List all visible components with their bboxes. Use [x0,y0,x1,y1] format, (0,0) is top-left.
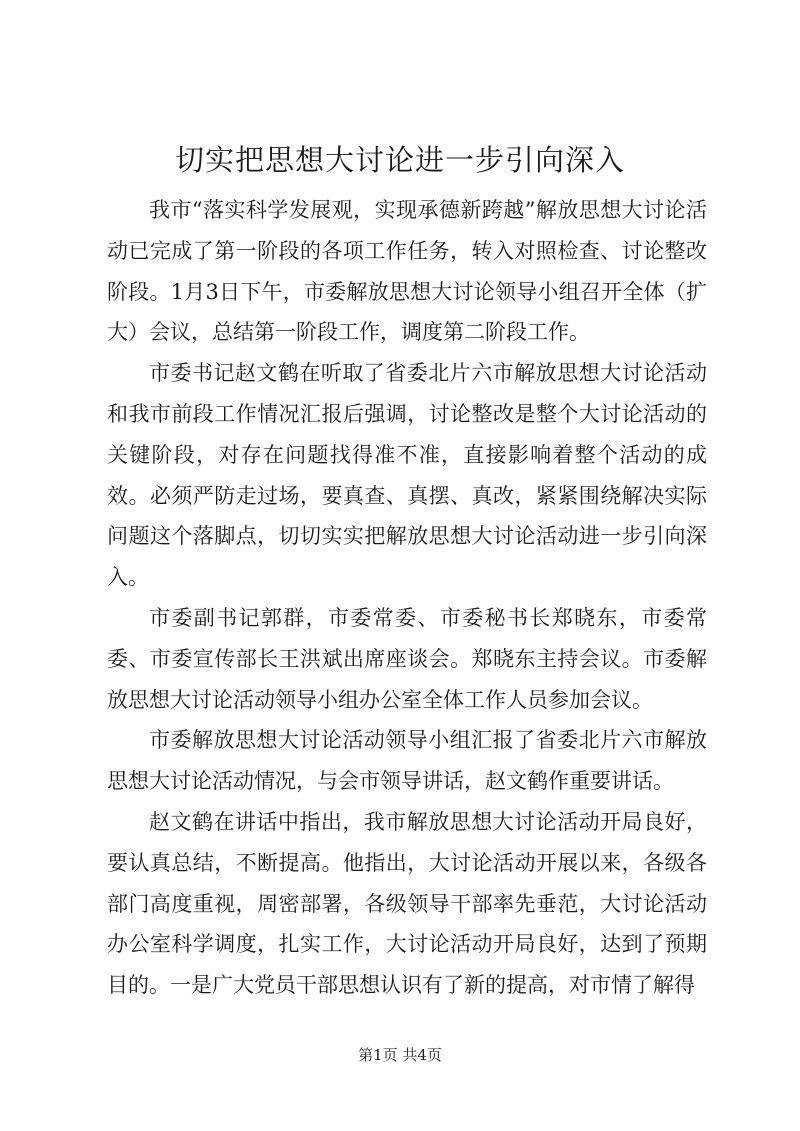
paragraph: 市委副书记郭群，市委常委、市委秘书长郑晓东，市委常委、市委宣传部长王洪斌出席座谈会。郑晓东主持会议。市委解放思想大讨论活动领导小组办公室全体工作人员参加会议。 [107,605,707,712]
document-body [107,190,707,1006]
paragraph: 赵文鹤在讲话中指出，我市解放思想大讨论活动开局良好，要认真总结，不断提高。他指出，大讨论活动开展以来，各级各部门高度重视，周密部署，各级领导干部率先垂范，大讨论活动办公室科学调度，扎实工作，大讨论活动开局良好，达到了预期目的。一是广大党员干部思想认识有了新的提高，对市情了解得 [107,809,707,998]
page-footer [0,1045,800,1065]
paragraph: 市委书记赵文鹤在听取了省委北片六市解放思想大讨论活动和我市前段工作情况汇报后强调，讨论整改是整个大讨论活动的关键阶段，对存在问题找得准不准，直接影响着整个活动的成效。必须严防走过场，要真查、真摆、真改，紧紧围绕解决实际问题这个落脚点，切切实实把解放思想大讨论活动进一步引向深入。 [107,361,707,590]
page-number-indicator: 第1页 共4页 [358,1046,442,1064]
document-title: 切实把思想大讨论进一步引向深入 [174,143,625,177]
paragraph: 市委解放思想大讨论活动领导小组汇报了省委北片六市解放思想大讨论活动情况，与会市领导讲话，赵文鹤作重要讲话。 [107,728,707,794]
paragraph: 我市“落实科学发展观，实现承德新跨越”解放思想大讨论活动已完成了第一阶段的各项工作任务，转入对照检查、讨论整改阶段。1月3日下午，市委解放思想大讨论领导小组召开全体（扩大）会议，总结第一阶段工作，调度第二阶段工作。 [107,198,707,345]
